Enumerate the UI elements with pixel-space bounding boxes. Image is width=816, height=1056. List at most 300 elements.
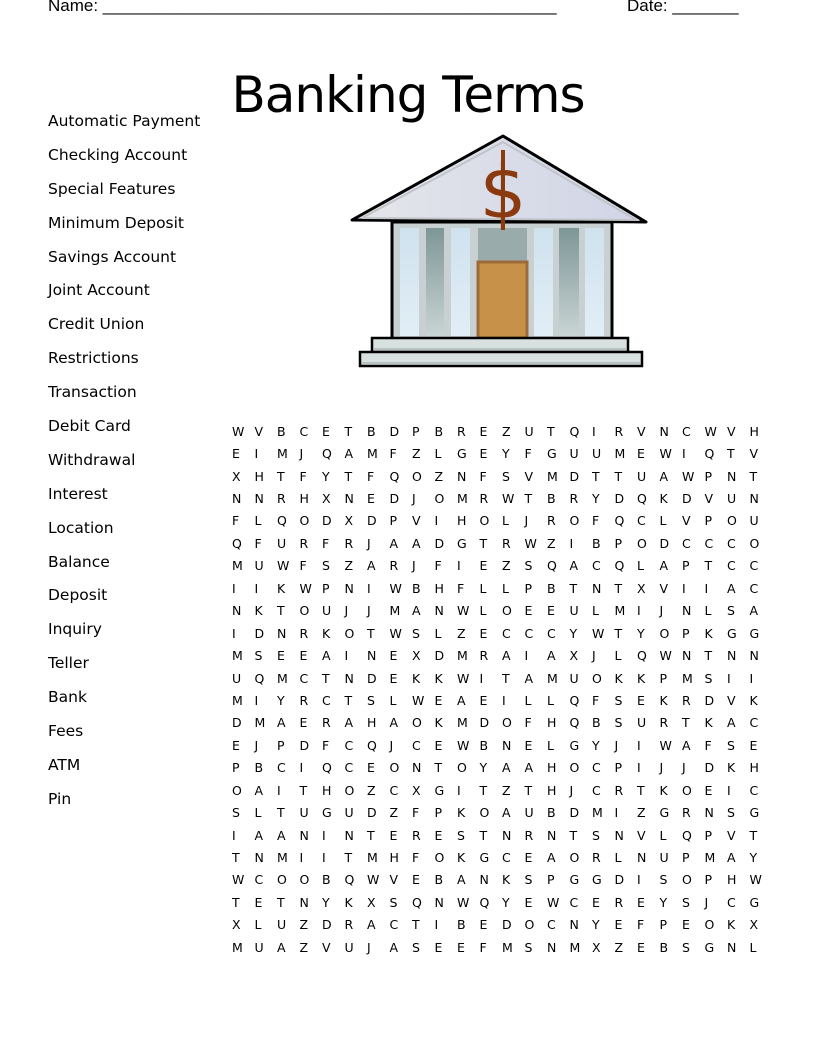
grid-cell[interactable]: W (704, 423, 717, 439)
grid-cell[interactable]: A (727, 850, 736, 866)
grid-cell[interactable]: F (412, 850, 420, 866)
grid-cell[interactable]: A (727, 580, 736, 596)
grid-cell[interactable]: P (277, 737, 285, 753)
grid-cell[interactable]: J (524, 513, 529, 529)
grid-cell[interactable]: N (547, 939, 557, 955)
grid-cell[interactable]: E (434, 939, 443, 955)
grid-cell[interactable]: K (749, 692, 758, 708)
grid-cell[interactable]: S (232, 805, 240, 821)
grid-cell[interactable]: W (389, 625, 402, 641)
grid-cell[interactable]: U (254, 558, 264, 574)
grid-cell[interactable]: O (727, 513, 737, 529)
grid-cell[interactable]: I (637, 760, 641, 776)
grid-cell[interactable]: A (277, 827, 286, 843)
grid-cell[interactable]: B (547, 580, 556, 596)
grid-cell[interactable]: P (659, 917, 668, 933)
grid-cell[interactable]: L (659, 827, 667, 843)
grid-cell[interactable]: Y (479, 760, 488, 776)
grid-cell[interactable]: G (749, 805, 760, 821)
grid-cell[interactable]: N (637, 850, 647, 866)
grid-cell[interactable]: K (727, 760, 736, 776)
grid-cell[interactable]: W (659, 737, 672, 753)
grid-cell[interactable]: W (232, 423, 245, 439)
grid-cell[interactable]: W (277, 558, 290, 574)
grid-cell[interactable]: D (614, 872, 625, 888)
grid-cell[interactable]: F (479, 468, 487, 484)
grid-cell[interactable]: L (637, 558, 644, 574)
grid-cell[interactable]: E (434, 827, 443, 843)
grid-cell[interactable]: A (524, 760, 534, 776)
grid-cell[interactable]: H (322, 782, 332, 798)
grid-cell[interactable]: I (434, 917, 439, 933)
grid-cell[interactable]: W (299, 580, 312, 596)
grid-cell[interactable]: A (547, 850, 556, 866)
grid-cell[interactable]: Z (502, 558, 511, 574)
grid-cell[interactable]: G (749, 894, 760, 910)
grid-cell[interactable]: L (389, 692, 397, 708)
grid-cell[interactable]: T (434, 760, 443, 776)
grid-cell[interactable]: Y (592, 737, 600, 753)
grid-cell[interactable]: H (367, 715, 377, 731)
grid-cell[interactable]: N (727, 468, 737, 484)
grid-cell[interactable]: V (322, 939, 331, 955)
grid-cell[interactable]: M (547, 468, 558, 484)
grid-cell[interactable]: D (479, 715, 490, 731)
grid-cell[interactable]: F (232, 513, 240, 529)
grid-cell[interactable]: H (749, 423, 759, 439)
grid-cell[interactable]: T (592, 468, 600, 484)
grid-cell[interactable]: U (637, 715, 647, 731)
grid-cell[interactable]: W (502, 491, 515, 507)
grid-cell[interactable]: E (614, 917, 623, 933)
grid-cell[interactable]: C (254, 872, 264, 888)
grid-cell[interactable]: W (682, 468, 695, 484)
grid-cell[interactable]: G (547, 446, 557, 462)
grid-cell[interactable]: N (547, 827, 557, 843)
grid-cell[interactable]: M (254, 715, 266, 731)
grid-cell[interactable]: Q (637, 648, 647, 664)
grid-cell[interactable]: S (524, 872, 533, 888)
grid-cell[interactable]: U (254, 939, 264, 955)
grid-cell[interactable]: O (659, 625, 670, 641)
grid-cell[interactable]: P (682, 558, 690, 574)
grid-cell[interactable]: K (659, 491, 668, 507)
grid-cell[interactable]: D (322, 917, 332, 933)
grid-cell[interactable]: Z (389, 805, 399, 821)
grid-cell[interactable]: G (727, 625, 737, 641)
grid-cell[interactable]: C (682, 535, 691, 551)
grid-cell[interactable]: L (254, 805, 262, 821)
grid-cell[interactable]: C (547, 917, 556, 933)
grid-cell[interactable]: H (389, 850, 399, 866)
grid-cell[interactable]: P (704, 513, 713, 529)
grid-cell[interactable]: X (322, 491, 331, 507)
grid-cell[interactable]: T (412, 917, 420, 933)
grid-cell[interactable]: G (592, 872, 602, 888)
grid-cell[interactable]: O (682, 782, 692, 798)
grid-cell[interactable]: Y (322, 894, 330, 910)
grid-cell[interactable]: Q (412, 894, 422, 910)
grid-cell[interactable]: N (592, 580, 602, 596)
grid-cell[interactable]: I (682, 446, 686, 462)
grid-cell[interactable]: R (682, 805, 691, 821)
grid-cell[interactable]: H (727, 872, 737, 888)
grid-cell[interactable]: T (502, 670, 510, 686)
grid-cell[interactable]: K (344, 894, 353, 910)
grid-cell[interactable]: A (547, 648, 556, 664)
grid-cell[interactable]: L (254, 917, 262, 933)
grid-cell[interactable]: Z (367, 782, 376, 798)
grid-cell[interactable]: C (502, 850, 511, 866)
grid-cell[interactable]: Q (637, 491, 647, 507)
grid-cell[interactable]: E (479, 558, 488, 574)
grid-cell[interactable]: I (232, 625, 236, 641)
grid-cell[interactable]: C (727, 535, 736, 551)
grid-cell[interactable]: S (704, 670, 713, 686)
grid-cell[interactable]: F (299, 468, 307, 484)
grid-cell[interactable]: D (232, 715, 242, 731)
grid-cell[interactable]: W (659, 446, 672, 462)
grid-cell[interactable]: K (637, 670, 646, 686)
grid-cell[interactable]: T (322, 670, 330, 686)
grid-cell[interactable]: A (749, 603, 759, 619)
grid-cell[interactable]: V (254, 423, 264, 439)
grid-cell[interactable]: S (412, 625, 420, 641)
grid-cell[interactable]: G (434, 782, 445, 798)
grid-cell[interactable]: V (682, 513, 691, 529)
grid-cell[interactable]: Z (344, 558, 354, 574)
grid-cell[interactable]: V (412, 513, 421, 529)
grid-cell[interactable]: I (749, 670, 754, 686)
grid-cell[interactable]: M (502, 939, 513, 955)
grid-cell[interactable]: W (659, 648, 672, 664)
grid-cell[interactable]: O (434, 850, 445, 866)
grid-cell[interactable]: C (749, 715, 759, 731)
grid-cell[interactable]: P (704, 468, 713, 484)
grid-cell[interactable]: C (547, 625, 556, 641)
grid-cell[interactable]: T (277, 894, 285, 910)
grid-cell[interactable]: U (322, 603, 332, 619)
grid-cell[interactable]: I (322, 827, 326, 843)
grid-cell[interactable]: Q (704, 446, 715, 462)
grid-cell[interactable]: O (569, 760, 580, 776)
grid-cell[interactable]: J (659, 760, 664, 776)
grid-cell[interactable]: I (704, 580, 709, 596)
grid-cell[interactable]: O (457, 760, 467, 776)
grid-cell[interactable]: Q (614, 513, 625, 529)
grid-cell[interactable]: N (614, 827, 624, 843)
grid-cell[interactable]: N (344, 491, 354, 507)
grid-cell[interactable]: R (322, 715, 331, 731)
grid-cell[interactable]: S (727, 603, 735, 619)
grid-cell[interactable]: V (524, 468, 534, 484)
grid-cell[interactable]: B (592, 535, 601, 551)
grid-cell[interactable]: R (412, 827, 421, 843)
grid-cell[interactable]: C (727, 558, 736, 574)
grid-cell[interactable]: E (547, 603, 555, 619)
grid-cell[interactable]: O (749, 535, 760, 551)
grid-cell[interactable]: S (254, 648, 263, 664)
grid-cell[interactable]: O (479, 513, 490, 529)
grid-cell[interactable]: I (682, 580, 686, 596)
grid-cell[interactable]: L (547, 737, 554, 753)
grid-cell[interactable]: W (749, 872, 762, 888)
grid-cell[interactable]: P (434, 805, 443, 821)
grid-cell[interactable]: L (502, 513, 509, 529)
grid-cell[interactable]: N (367, 648, 377, 664)
grid-cell[interactable]: A (412, 603, 421, 619)
grid-cell[interactable]: T (704, 558, 713, 574)
grid-cell[interactable]: L (434, 446, 442, 462)
grid-cell[interactable]: E (322, 423, 330, 439)
grid-cell[interactable]: T (524, 782, 533, 798)
grid-cell[interactable]: I (614, 805, 619, 821)
grid-cell[interactable]: L (592, 603, 599, 619)
grid-cell[interactable]: E (254, 894, 263, 910)
grid-cell[interactable]: T (749, 827, 758, 843)
grid-cell[interactable]: M (614, 603, 626, 619)
grid-cell[interactable]: N (457, 468, 467, 484)
grid-cell[interactable]: Z (434, 468, 444, 484)
grid-cell[interactable]: P (704, 827, 713, 843)
grid-cell[interactable]: F (592, 692, 600, 708)
grid-cell[interactable]: N (749, 491, 759, 507)
grid-cell[interactable]: U (344, 805, 354, 821)
grid-cell[interactable]: Q (277, 513, 287, 529)
grid-cell[interactable]: J (704, 894, 709, 910)
grid-cell[interactable]: D (367, 670, 377, 686)
grid-cell[interactable]: A (389, 715, 399, 731)
grid-cell[interactable]: R (389, 558, 399, 574)
grid-cell[interactable]: S (614, 715, 623, 731)
grid-cell[interactable]: I (322, 850, 326, 866)
grid-cell[interactable]: Z (457, 625, 466, 641)
grid-cell[interactable]: M (367, 446, 378, 462)
grid-cell[interactable]: W (389, 580, 402, 596)
grid-cell[interactable]: S (592, 827, 600, 843)
grid-cell[interactable]: E (682, 917, 690, 933)
grid-cell[interactable]: O (637, 535, 647, 551)
grid-cell[interactable]: T (682, 715, 690, 731)
grid-cell[interactable]: E (524, 603, 533, 619)
grid-cell[interactable]: T (614, 468, 623, 484)
grid-cell[interactable]: T (277, 805, 285, 821)
grid-cell[interactable]: K (434, 670, 443, 686)
grid-cell[interactable]: X (592, 939, 601, 955)
grid-cell[interactable]: S (727, 737, 735, 753)
grid-cell[interactable]: Q (569, 692, 580, 708)
grid-cell[interactable]: L (479, 580, 487, 596)
grid-cell[interactable]: M (704, 850, 716, 866)
grid-cell[interactable]: K (727, 917, 736, 933)
grid-cell[interactable]: R (299, 625, 309, 641)
grid-cell[interactable]: Q (479, 894, 490, 910)
grid-cell[interactable]: N (299, 894, 309, 910)
grid-cell[interactable]: E (637, 692, 645, 708)
grid-cell[interactable]: O (569, 850, 580, 866)
grid-cell[interactable]: C (749, 782, 759, 798)
grid-cell[interactable]: I (254, 692, 259, 708)
grid-cell[interactable]: D (322, 513, 332, 529)
grid-cell[interactable]: O (344, 782, 355, 798)
grid-cell[interactable]: F (457, 580, 465, 596)
grid-cell[interactable]: H (434, 580, 444, 596)
grid-cell[interactable]: I (502, 692, 506, 708)
grid-cell[interactable]: C (704, 535, 714, 551)
grid-cell[interactable]: R (277, 491, 286, 507)
grid-cell[interactable]: T (614, 580, 623, 596)
grid-cell[interactable]: A (389, 939, 399, 955)
grid-cell[interactable]: Q (322, 760, 332, 776)
grid-cell[interactable]: U (277, 535, 287, 551)
grid-cell[interactable]: A (457, 872, 466, 888)
grid-cell[interactable]: X (569, 648, 579, 664)
grid-cell[interactable]: K (277, 580, 286, 596)
grid-cell[interactable]: O (344, 625, 355, 641)
grid-cell[interactable]: F (389, 446, 397, 462)
grid-cell[interactable]: B (434, 872, 444, 888)
grid-cell[interactable]: T (547, 423, 555, 439)
grid-cell[interactable]: M (592, 805, 603, 821)
grid-cell[interactable]: M (232, 648, 243, 664)
grid-cell[interactable]: F (254, 535, 262, 551)
grid-cell[interactable]: J (412, 558, 416, 574)
grid-cell[interactable]: B (547, 805, 556, 821)
grid-cell[interactable]: F (322, 737, 330, 753)
grid-cell[interactable]: R (547, 513, 556, 529)
grid-cell[interactable]: L (524, 692, 532, 708)
grid-cell[interactable]: W (457, 670, 470, 686)
grid-cell[interactable]: N (277, 625, 287, 641)
grid-cell[interactable]: D (502, 917, 512, 933)
grid-cell[interactable]: Z (412, 446, 421, 462)
grid-cell[interactable]: Y (592, 491, 600, 507)
grid-cell[interactable]: M (232, 558, 243, 574)
grid-cell[interactable]: V (389, 872, 399, 888)
grid-cell[interactable]: E (299, 715, 308, 731)
grid-cell[interactable]: M (232, 939, 243, 955)
grid-cell[interactable]: B (547, 491, 556, 507)
grid-cell[interactable]: Y (569, 625, 578, 641)
grid-cell[interactable]: M (569, 939, 581, 955)
grid-cell[interactable]: M (367, 850, 378, 866)
grid-cell[interactable]: L (704, 603, 712, 619)
grid-cell[interactable]: Q (682, 827, 692, 843)
grid-cell[interactable]: E (637, 894, 645, 910)
grid-cell[interactable]: J (367, 603, 371, 619)
grid-cell[interactable]: Y (322, 468, 330, 484)
grid-cell[interactable]: J (367, 939, 371, 955)
grid-cell[interactable]: F (434, 558, 442, 574)
grid-cell[interactable]: E (524, 894, 533, 910)
grid-cell[interactable]: G (457, 535, 467, 551)
grid-cell[interactable]: D (614, 491, 625, 507)
grid-cell[interactable]: F (367, 468, 375, 484)
grid-cell[interactable]: C (299, 423, 309, 439)
grid-cell[interactable]: X (232, 468, 241, 484)
grid-cell[interactable]: N (682, 648, 692, 664)
grid-cell[interactable]: R (457, 423, 466, 439)
grid-cell[interactable]: U (659, 850, 669, 866)
grid-cell[interactable]: F (637, 917, 645, 933)
grid-cell[interactable]: F (322, 535, 330, 551)
grid-cell[interactable]: G (457, 446, 467, 462)
grid-cell[interactable]: B (434, 423, 444, 439)
grid-cell[interactable]: A (254, 782, 264, 798)
grid-cell[interactable]: U (232, 670, 242, 686)
grid-cell[interactable]: L (502, 580, 509, 596)
grid-cell[interactable]: S (682, 894, 690, 910)
grid-cell[interactable]: X (344, 513, 354, 529)
grid-cell[interactable]: O (434, 491, 445, 507)
grid-cell[interactable]: X (749, 917, 759, 933)
grid-cell[interactable]: F (299, 558, 307, 574)
grid-cell[interactable]: A (389, 535, 399, 551)
grid-cell[interactable]: D (569, 805, 580, 821)
grid-cell[interactable]: T (344, 692, 353, 708)
grid-cell[interactable]: Q (614, 558, 625, 574)
grid-cell[interactable]: B (277, 423, 286, 439)
grid-cell[interactable]: N (232, 603, 242, 619)
grid-cell[interactable]: S (502, 468, 510, 484)
grid-cell[interactable]: R (479, 648, 489, 664)
grid-cell[interactable]: W (367, 872, 380, 888)
grid-cell[interactable]: L (614, 648, 622, 664)
grid-cell[interactable]: D (569, 468, 580, 484)
grid-cell[interactable]: E (479, 917, 488, 933)
grid-cell[interactable]: V (704, 491, 714, 507)
grid-cell[interactable]: U (299, 805, 309, 821)
grid-cell[interactable]: R (524, 827, 534, 843)
grid-cell[interactable]: O (592, 670, 602, 686)
grid-cell[interactable]: A (344, 715, 354, 731)
grid-cell[interactable]: O (479, 805, 490, 821)
grid-cell[interactable]: R (592, 850, 601, 866)
grid-cell[interactable]: N (569, 917, 579, 933)
grid-cell[interactable]: A (502, 760, 511, 776)
grid-cell[interactable]: D (389, 423, 400, 439)
grid-cell[interactable]: L (479, 603, 487, 619)
grid-cell[interactable]: P (614, 535, 623, 551)
grid-cell[interactable]: M (457, 648, 468, 664)
grid-cell[interactable]: J (412, 491, 416, 507)
grid-cell[interactable]: H (547, 760, 557, 776)
grid-cell[interactable]: Y (637, 625, 645, 641)
grid-cell[interactable]: L (254, 513, 262, 529)
grid-cell[interactable]: J (367, 535, 371, 551)
grid-cell[interactable]: T (232, 850, 240, 866)
grid-cell[interactable]: A (344, 446, 354, 462)
grid-cell[interactable]: X (412, 648, 421, 664)
grid-cell[interactable]: H (547, 782, 557, 798)
grid-cell[interactable]: O (412, 468, 422, 484)
grid-cell[interactable]: S (322, 558, 330, 574)
grid-cell[interactable]: I (457, 558, 461, 574)
grid-cell[interactable]: F (479, 939, 487, 955)
grid-cell[interactable]: R (659, 715, 669, 731)
grid-cell[interactable]: D (682, 491, 692, 507)
grid-cell[interactable]: U (727, 491, 737, 507)
grid-cell[interactable]: U (524, 423, 534, 439)
grid-cell[interactable]: P (704, 872, 713, 888)
grid-cell[interactable]: X (367, 894, 376, 910)
grid-cell[interactable]: T (299, 782, 308, 798)
grid-cell[interactable]: E (389, 648, 398, 664)
grid-cell[interactable]: I (232, 580, 236, 596)
grid-cell[interactable]: C (412, 737, 421, 753)
grid-cell[interactable]: I (479, 670, 484, 686)
grid-cell[interactable]: N (344, 670, 354, 686)
